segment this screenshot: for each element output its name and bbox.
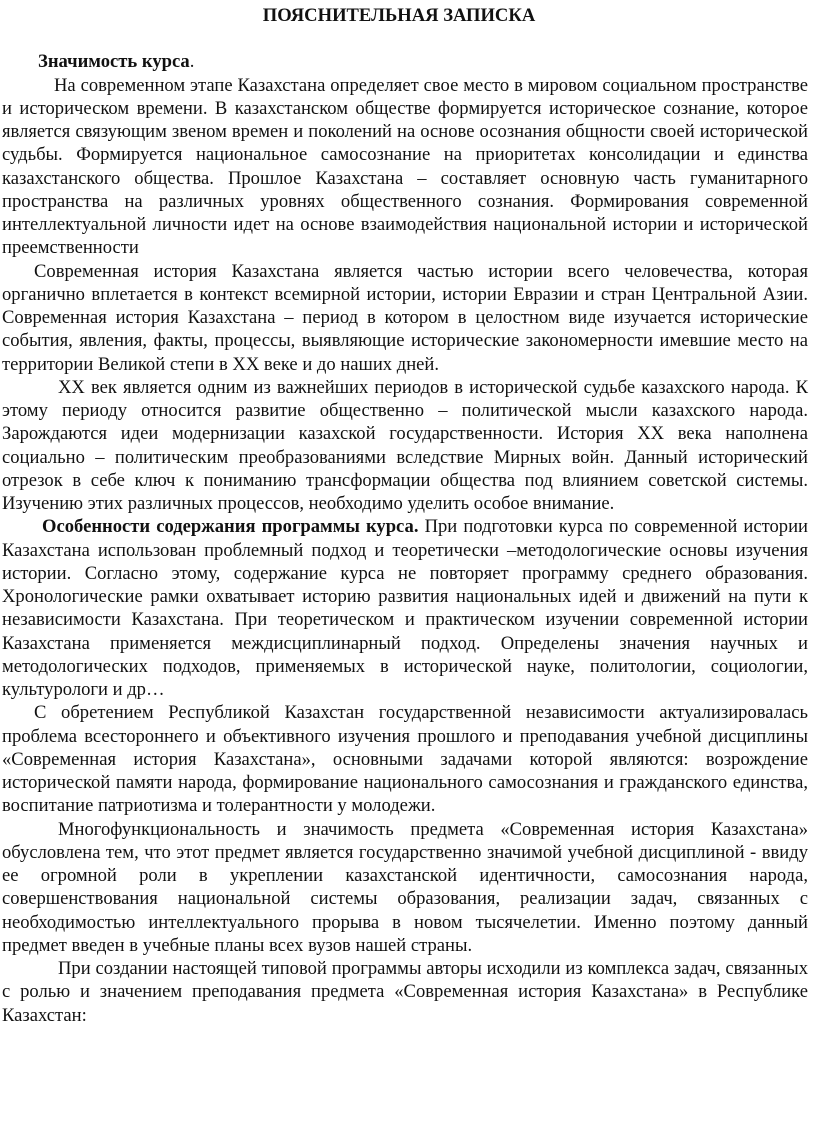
paragraph-3: XX век является одним из важнейших периодов в исторической судьбе казахского народа. К этому периоду относится развитие общественно – политической мысли казахского народа. Зарождаются идеи модернизации казахской государственности. История XX века наполнена социально – политическим преобразованиями вследствие Мирных войн. Данный исторический отрезок в себе ключ к пониманию трансформации общества под влиянием советской системы. Изучению этих различных процессов, необходимо уделить особое внимание. <box>2 376 808 514</box>
paragraph-6: Многофункциональность и значимость предмета «Современная история Казахстана» обусловлена тем, что этот предмет является государственно значимой учебной дисциплиной - ввиду ее огромной роли в укреплении казахстанской идентичности, самосознания народа, совершенствования национальной системы образования, реализации задач, связанных с необходимостью интеллектуального прорыва в новом тысячелетии. Именно поэтому данный предмет введен в учебные планы всех вузов нашей страны. <box>2 818 808 956</box>
paragraph-1: На современном этапе Казахстана определяет свое место в мировом социальном пространстве и историческом времени. В казахстанском обществе формируется историческое сознание, которое является связующим звеном времен и поколений на основе осознания общности своей исторической судьбы. Формируется национальное самосознание на приоритетах консолидации и единства казахстанского общества. Прошлое Казахстана – составляет основную часть гуманитарного пространства на различных уровнях общественного сознания. Формирования современной интеллектуальной личности идет на основе взаимодействия национальной истории и исторической преемственности <box>2 74 808 259</box>
document-title: ПОЯСНИТЕЛЬНАЯ ЗАПИСКА <box>262 5 536 26</box>
heading-program-features: Особенности содержания программы курса. <box>42 516 419 538</box>
heading-course-significance: Значимость курса <box>38 51 190 73</box>
paragraph-course-significance <box>2 50 808 73</box>
paragraph-program-features <box>2 515 808 701</box>
paragraph-2: Современная история Казахстана является частью истории всего человечества, которая органично вплетается в контекст всемирной истории, истории Евразии и стран Центральной Азии. Современная история Казахстана – период в котором в целостном виде изучается исторические события, явления, факты, процессы, выявляющие исторические закономерности имевшие место на территории Великой степи в XX веке и до наших дней. <box>2 260 808 375</box>
paragraph-4: При подготовки курса по современной истории Казахстана использован проблемный подход и теоретически –методологические основы изучения истории. Согласно этому, содержание курса не повторяет программу среднего образования. Хронологические рамки охватывает историю развития национальных идей и движений на пути к независимости Казахстана. При теоретическом и практическом изучении современной истории Казахстана применяется междисциплинарный подход. Определены значения научных и методологических подходов, применяемых в исторической науке, политологии, социологии, культурологи и др… <box>2 516 808 700</box>
paragraph-5: С обретением Республикой Казахстан государственной независимости актуализировалась проблема всестороннего и объективного изучения прошлого и преподавания учебной дисциплины «Современная история Казахстана», основными задачами которой являются: возрождение исторической памяти народа, формирование национального самосознания и гражданского единства, воспитание патриотизма и толерантности у молодежи. <box>2 702 808 817</box>
heading-period: . <box>189 51 195 73</box>
paragraph-7: При создании настоящей типовой программы авторы исходили из комплекса задач, связанных с ролью и значением преподавания предмета «Современная история Казахстана» в Республике Казахстан: <box>2 958 808 1026</box>
